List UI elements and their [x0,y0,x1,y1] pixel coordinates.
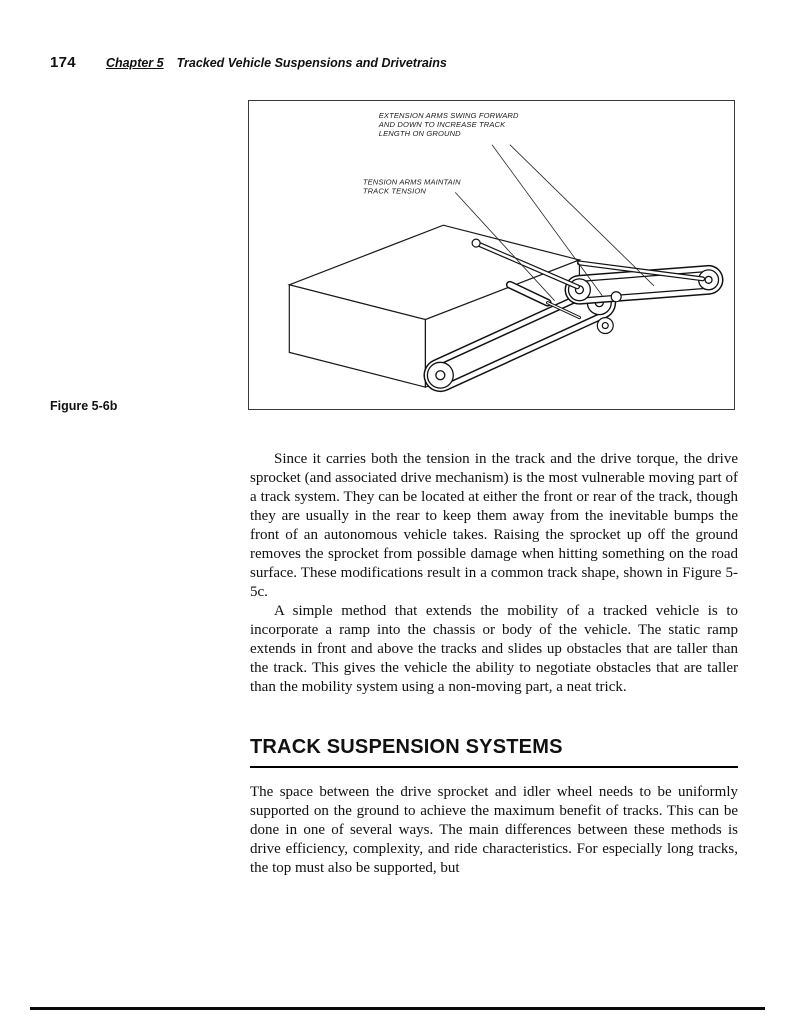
extension-arms-label: EXTENSION ARMS SWING FORWARD AND DOWN TO INCREASE TRACK LENGTH ON GROUND [378,110,519,138]
tension-arms-label: TENSION ARMS MAINTAIN TRACK TENSION [362,177,461,196]
section-heading: TRACK SUSPENSION SYSTEMS [250,738,738,768]
figure-box [248,100,735,410]
running-header [50,54,745,71]
paragraph-drive-sprocket: Since it carries both the tension in the track and the drive torque, the drive sprocket (and associated drive mechanism) is the most vulnerable moving part of a track system. They can be located at either the front or rear of the track, though they are usually in the rear to keep them away from the inevitable bumps the front of an autonomous vehicle takes. Raising the sprocket up off the ground removes the sprocket from possible damage when hitting something on the road surface. These modifications result in a common track shape, shown in Figure 5-5c. [250,451,738,600]
upper-track [579,280,708,290]
figure-drawing [249,101,734,409]
page-bottom-rule [30,1007,765,1010]
chapter-title: Tracked Vehicle Suspensions and Drivetrains [176,56,447,70]
paragraph-ramp: A simple method that extends the mobility of a tracked vehicle is to incorporate a ramp into the chassis or body of the vehicle. The static ramp extends in front and above the tracks and slides up obstacles that are taller than the track. This gives the vehicle the ability to negotiate obstacles that are taller than the mobility system using a non-moving part, a neat trick. [250,603,738,695]
page-number: 174 [50,54,76,71]
paragraph-suspension-intro: The space between the drive sprocket and idler wheel needs to be uniformly supported on the ground to achieve the maximum benefit of tracks. This can be done in one of several ways. The main differences between these methods is drive efficiency, complexity, and ride characteristics. For especially long tracks, the top must also be supported, but [250,784,738,876]
figure-caption: Figure 5-6b [50,399,118,413]
chapter-label: Chapter 5 [105,56,164,70]
arm-pivot [472,239,480,247]
body-text [250,450,738,878]
